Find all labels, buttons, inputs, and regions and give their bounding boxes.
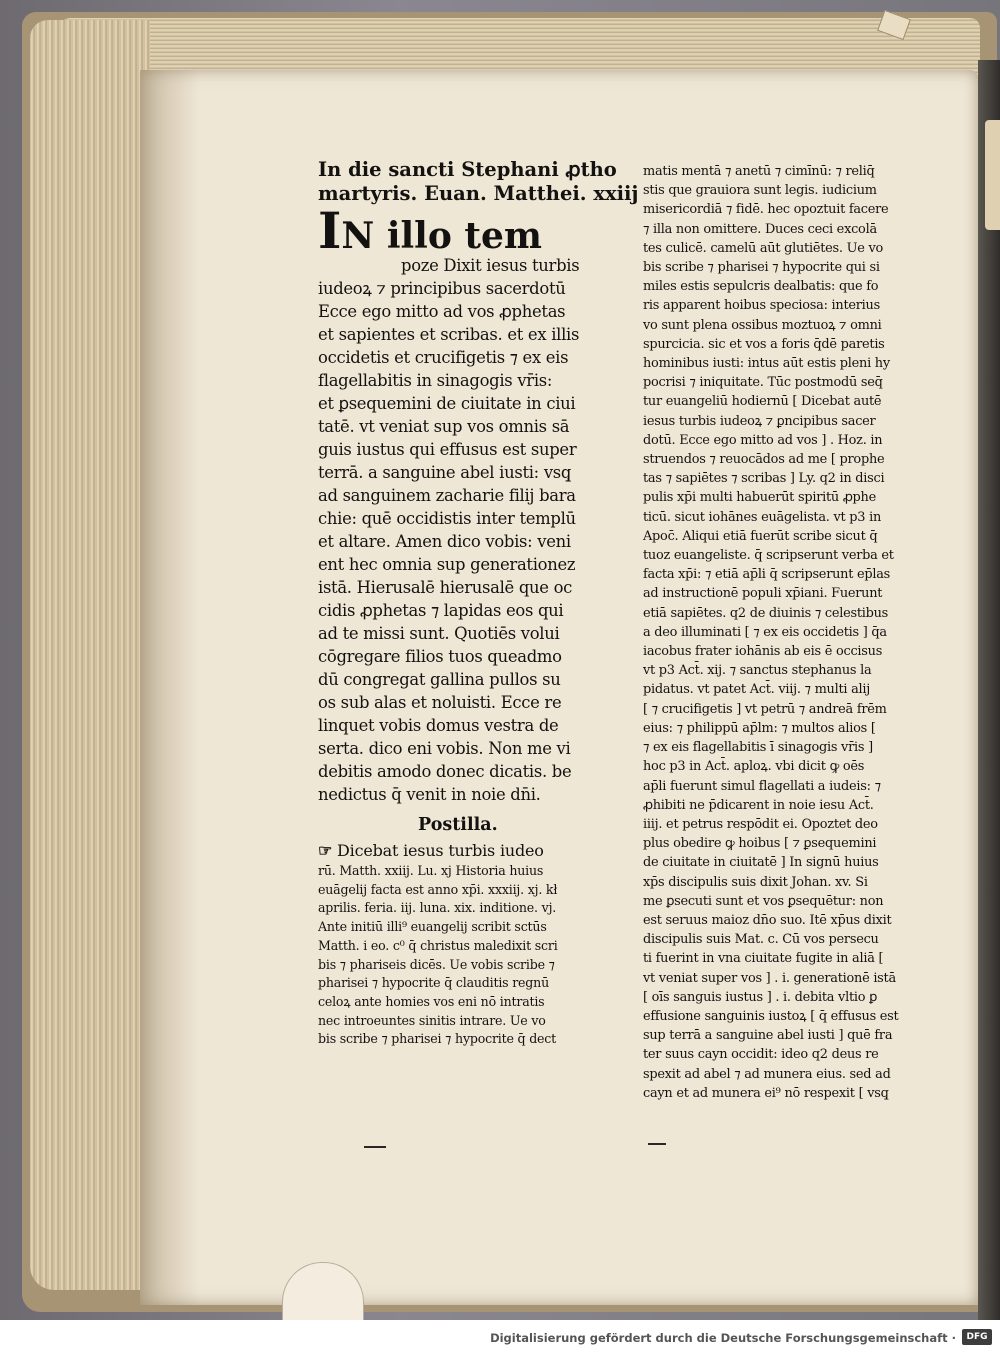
commentary-line: [ ⁊ crucifigetis ] vt petrū ⁊ andreā frēm bbox=[643, 701, 887, 717]
left-column bbox=[318, 158, 639, 1049]
commentary-line: dotū. Ecce ego mitto ad vos ] . Hoz. in bbox=[643, 432, 883, 448]
dfg-logo: DFG bbox=[962, 1329, 992, 1345]
funding-credit: Digitalisierung gefördert durch die Deutsche Forschungsgemeinschaft · bbox=[490, 1331, 956, 1345]
heading-line: In die sancti Stephani ꝓtho bbox=[318, 158, 617, 181]
commentary-line: hominibus iusti: intus aūt estis pleni hy bbox=[643, 356, 890, 372]
text-line: ad te missi sunt. Quotiēs volui bbox=[318, 624, 560, 643]
rubric-heading bbox=[318, 158, 639, 206]
commentary-line: me ꝑsecuti sunt et vos ꝑsequētur: non bbox=[643, 893, 884, 909]
postilla-line: bis ⁊ phariseis dicēs. Ue vobis scribe ⁊ bbox=[318, 956, 555, 972]
page-edges-left bbox=[30, 20, 150, 1290]
commentary-text bbox=[643, 162, 958, 1103]
commentary-line: miles estis sepulcris dealbatis: que fo bbox=[643, 279, 879, 295]
postilla-line: Ante initiū illi⁹ euangelij scribit sctūs bbox=[318, 919, 547, 935]
commentary-line: pidatus. vt patet Act̄. viij. ⁊ multi alij bbox=[643, 682, 871, 698]
commentary-line: iesus turbis iudeoꝝ ⁊ ꝑncipibus sacer bbox=[643, 413, 876, 429]
text-line: Ecce ego mitto ad vos ꝓphetas bbox=[318, 302, 566, 321]
postilla-line: nec introeuntes sinitis intrare. Ue vo bbox=[318, 1012, 546, 1028]
text-line: et altare. Amen dico vobis: veni bbox=[318, 532, 571, 551]
commentary-line: ⁊ ex eis flagellabitis ī sinagogis vr̄is ] bbox=[643, 740, 873, 756]
text-line: chie: quē occidistis inter templū bbox=[318, 509, 576, 528]
page-gutter-shadow bbox=[140, 70, 200, 1305]
postilla-line: euāgelij facta est anno xp̄i. xxxiij. xj. kł bbox=[318, 881, 558, 897]
commentary-line: ris apparent hoibus speciosa: interius bbox=[643, 298, 880, 314]
text-line: dū congregat gallina pullos su bbox=[318, 670, 561, 689]
catchword-mark bbox=[648, 1143, 666, 1145]
commentary-line: tes culicē. camelū aūt glutiētes. Ue vo bbox=[643, 240, 883, 256]
commentary-line: eius: ⁊ philippū ap̄lm: ⁊ multos alios [ bbox=[643, 720, 876, 736]
postilla-line: rū. Matth. xxiij. Lu. xj Historia huius bbox=[318, 863, 544, 878]
commentary-line: ꝓhibiti ne p̄dicarent in noie iesu Act̄. bbox=[643, 797, 874, 813]
commentary-line: vt p3 Act̄. xij. ⁊ sanctus stephanus la bbox=[643, 663, 872, 679]
text-line: poze Dixit iesus turbis bbox=[401, 256, 580, 275]
postilla-line: celoꝝ ante homies vos eni nō intratis bbox=[318, 993, 545, 1009]
commentary-line: ticū. sicut iohānes euāgelista. vt p3 in bbox=[643, 509, 882, 525]
heading-line: martyris. Euan. Matthei. xxiij bbox=[318, 182, 639, 205]
text-line: cōgregare filios tuos queadmo bbox=[318, 647, 562, 666]
postilla-line: bis scribe ⁊ pharisei ⁊ hypocrite q̄ dect bbox=[318, 1031, 557, 1047]
commentary-line: a deo illuminati [ ⁊ ex eis occidetis ] q̄a bbox=[643, 624, 887, 640]
commentary-line: de ciuitate in ciuitatē ] In signū huius bbox=[643, 855, 879, 871]
incipit-line bbox=[318, 201, 630, 260]
text-line: linquet vobis domus vestra de bbox=[318, 716, 559, 735]
commentary-line: etiā sapiētes. q2 de diuinis ⁊ celestibus bbox=[643, 605, 889, 621]
text-line: et sapientes et scribas. et ex illis bbox=[318, 325, 580, 344]
commentary-line: facta xp̄i: ⁊ etiā ap̄li q̄ scripserunt ep̄las bbox=[643, 567, 891, 583]
text-line: et ꝑsequemini de ciuitate in ciui bbox=[318, 394, 576, 413]
commentary-line: matis mentā ⁊ anetū ⁊ cimīnū: ⁊ reliq̄ bbox=[643, 164, 875, 179]
commentary-line: ⁊ illa non omittere. Duces ceci excolā bbox=[643, 221, 877, 237]
commentary-line: iiij. et petrus respōdit ei. Opoztet deo bbox=[643, 816, 878, 832]
text-line: cidis ꝓphetas ⁊ lapidas eos qui bbox=[318, 601, 564, 620]
commentary-line: tur euangeliū hodiernū [ Dicebat autē bbox=[643, 394, 882, 410]
commentary-line: tas ⁊ sapiētes ⁊ scribas ] Ly. q2 in disci bbox=[643, 471, 885, 487]
commentary-line: tuoz euangeliste. q̄ scripserunt verba et bbox=[643, 548, 894, 564]
commentary-line: vo sunt plena ossibus moztuoꝝ ⁊ omni bbox=[643, 317, 882, 333]
text-line: debitis amodo donec dicatis. be bbox=[318, 762, 572, 781]
bookmark-tab bbox=[985, 120, 1000, 230]
commentary-line: vt veniat super vos ] . i. generationē istā bbox=[643, 970, 896, 986]
text-line: os sub alas et noluisti. Ecce re bbox=[318, 693, 562, 712]
drop-cap: I bbox=[318, 201, 342, 260]
commentary-line: stis que grauiora sunt legis. iudicium bbox=[643, 183, 877, 199]
commentary-line: ter suus cayn occidit: ideo q2 deus re bbox=[643, 1047, 879, 1063]
commentary-line: pocrisi ⁊ iniquitate. Tūc postmodū seq̄ bbox=[643, 375, 883, 391]
commentary-line: ap̄li fuerunt simul flagellati a iudeis: ⁊ bbox=[643, 778, 881, 794]
postilla-text bbox=[318, 840, 630, 1049]
commentary-line: ad instructionē populi xp̄iani. Fuerunt bbox=[643, 586, 883, 602]
text-line: terrā. a sanguine abel iusti: vsq̧ bbox=[318, 463, 572, 482]
gospel-text bbox=[318, 254, 630, 806]
postilla-first-line bbox=[318, 840, 630, 862]
incipit-text: N illo tem bbox=[341, 215, 543, 257]
catchword-mark bbox=[364, 1146, 386, 1148]
footer-bar bbox=[0, 1320, 1000, 1355]
text-line: occidetis et crucifigetis ⁊ ex eis bbox=[318, 348, 569, 367]
commentary-line: spurcicia. sic et vos a foris q̄dē paretis bbox=[643, 336, 885, 352]
facing-page-edge bbox=[978, 60, 1000, 1320]
commentary-line: hoc p3 in Act̄. aploꝝ. vbi dicit ꝙ oēs bbox=[643, 759, 865, 775]
commentary-line: [ oīs sanguis iustus ] . i. debita vltio ꝑ bbox=[643, 989, 878, 1005]
commentary-line: pulis xp̄i multi habuerūt spiritū ꝓphe bbox=[643, 490, 876, 506]
commentary-line: struendos ⁊ reuocādos ad me [ prophe bbox=[643, 452, 885, 468]
text-line: flagellabitis in sinagogis vr̄is: bbox=[318, 371, 553, 390]
commentary-line: spexit ad abel ⁊ ad munera eius. sed ad bbox=[643, 1066, 891, 1082]
postilla-line: pharisei ⁊ hypocrite q̄ clauditis regnū bbox=[318, 975, 549, 991]
commentary-line: iacobus frater iohānis ab eis ē occisus bbox=[643, 644, 883, 660]
text-line: ent hec omnia sup generationez bbox=[318, 555, 576, 574]
postilla-line-text: Dicebat iesus turbis iudeo bbox=[337, 841, 544, 860]
commentary-line: xp̄s discipulis suis dixit Johan. xv. Si bbox=[643, 874, 868, 890]
commentary-line: effusione sanguinis iustoꝝ [ q̄ effusus est bbox=[643, 1008, 899, 1024]
text-line: nedictus q̄ venit in noie dn̄i. bbox=[318, 785, 541, 804]
commentary-line: est seruus maioz dn̄o suo. Itē xp̄us dixit bbox=[643, 912, 892, 928]
commentary-line: Apoc̄. Aliqui etiā fuerūt scribe sicut q̄ bbox=[643, 528, 878, 544]
text-line: ad sanguinem zacharie filij bara bbox=[318, 486, 576, 505]
pointing-hand-icon: ☞ bbox=[318, 841, 333, 860]
commentary-line: cayn et ad munera ei⁹ nō respexit [ vsq̧ bbox=[643, 1085, 889, 1101]
commentary-line: discipulis suis Mat. c. Cū vos persecu bbox=[643, 932, 879, 948]
text-line: serta. dico eni vobis. Non me vi bbox=[318, 739, 571, 758]
text-line: iudeoꝝ ⁊ principibus sacerdotū bbox=[318, 279, 566, 298]
commentary-line: plus obedire ꝙ hoibus [ ⁊ ꝑsequemini bbox=[643, 836, 877, 852]
commentary-line: bis scribe ⁊ pharisei ⁊ hypocrite qui si bbox=[643, 260, 880, 276]
postilla-line: aprilis. feria. iij. luna. xix. inditione. vj. bbox=[318, 900, 557, 916]
text-line: guis iustus qui effusus est super bbox=[318, 440, 577, 459]
commentary-line: ti fuerint in vna ciuitate fugite in aliā [ bbox=[643, 951, 884, 967]
right-column bbox=[643, 162, 958, 1103]
postilla-line: Matth. i eo. c⁰ q̄ christus maledixit scri bbox=[318, 937, 558, 953]
text-line: tatē. vt veniat sup vos omnis sā bbox=[318, 417, 570, 436]
commentary-line: sup terrā a sanguine abel iusti ] quē fra bbox=[643, 1028, 893, 1044]
commentary-line: misericordiā ⁊ fidē. hec opoztuit facere bbox=[643, 202, 889, 218]
text-line: istā. Hierusalē hierusalē que oc bbox=[318, 578, 573, 597]
postilla-title: Postilla. bbox=[418, 815, 498, 835]
